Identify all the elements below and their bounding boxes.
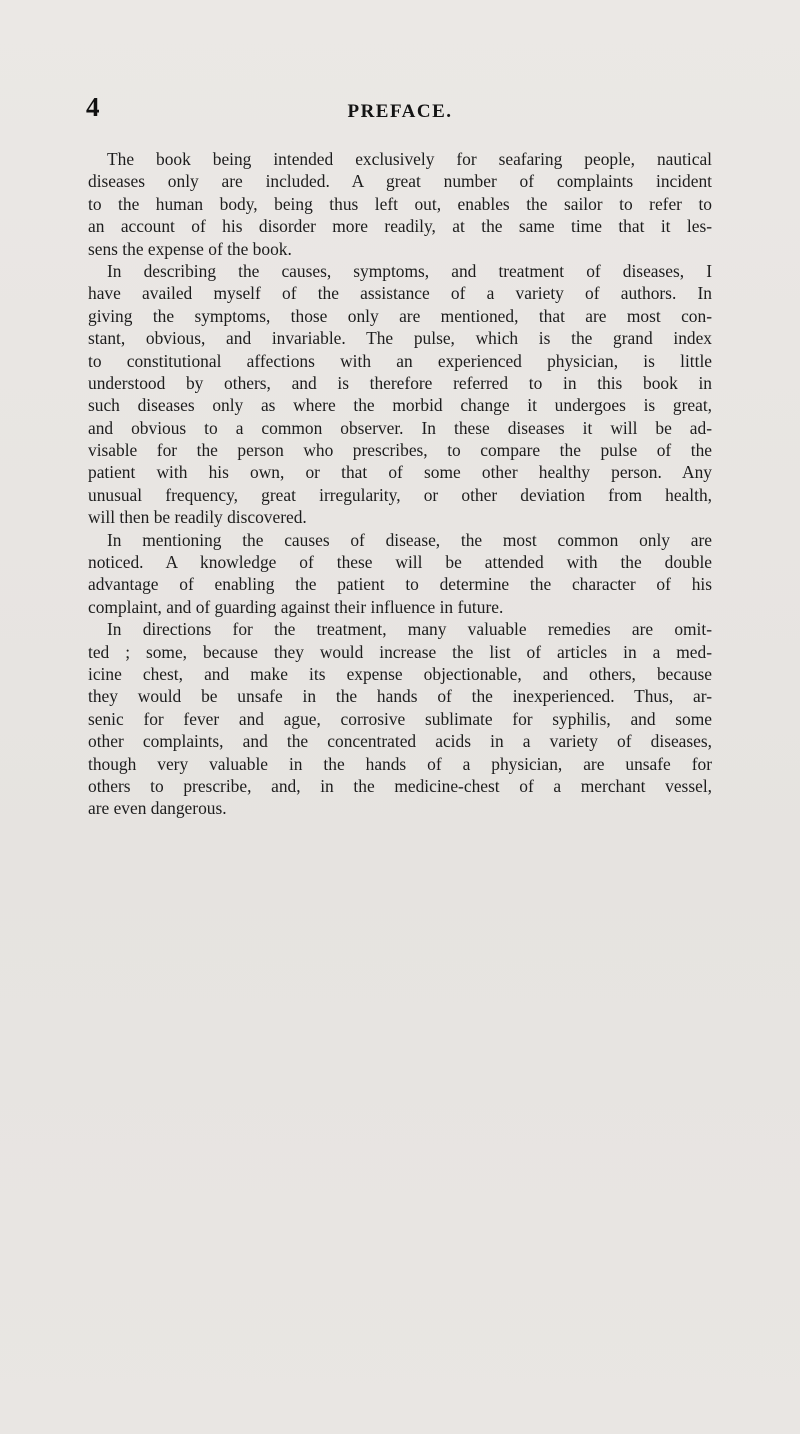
text-line: icine chest, and make its expense objectionable, and others, because bbox=[88, 663, 712, 684]
text-line: In describing the causes, symptoms, and treatment of diseases, I bbox=[107, 260, 712, 281]
text-line: to the human body, being thus left out, enables the sailor to refer to bbox=[88, 193, 712, 214]
text-line: they would be unsafe in the hands of the inexperienced. Thus, ar- bbox=[88, 686, 712, 707]
running-title: PREFACE. bbox=[347, 101, 453, 122]
text-line: stant, obvious, and invariable. The pulse, which is the grand index bbox=[88, 328, 712, 349]
text-line: have availed myself of the assistance of a variety of authors. In bbox=[88, 283, 712, 304]
text-line: an account of his disorder more readily, at the same time that it les- bbox=[88, 216, 712, 237]
text-line: are even dangerous. bbox=[88, 798, 227, 819]
text-line: The book being intended exclusively for seafaring people, nautical bbox=[107, 149, 712, 169]
page-number: 4 bbox=[86, 92, 100, 122]
text-line: others to prescribe, and, in the medicine-chest of a merchant vessel, bbox=[88, 775, 712, 796]
text-line: patient with his own, or that of some other healthy person. Any bbox=[88, 462, 712, 483]
text-line: complaint, and of guarding against their influence in future. bbox=[88, 596, 504, 617]
text-line: In directions for the treatment, many valuable remedies are omit- bbox=[107, 619, 712, 640]
text-line: other complaints, and the concentrated acids in a variety of diseases, bbox=[88, 731, 712, 752]
text-line: though very valuable in the hands of a physician, are unsafe for bbox=[88, 753, 712, 774]
text-line: ted ; some, because they would increase the list of articles in a med- bbox=[88, 641, 712, 662]
text-line: and obvious to a common observer. In these diseases it will be ad- bbox=[88, 417, 712, 438]
text-line: noticed. A knowledge of these will be attended with the double bbox=[88, 552, 712, 573]
text-line: diseases only are included. A great number of complaints incident bbox=[88, 171, 712, 192]
text-line: will then be readily discovered. bbox=[88, 507, 307, 528]
text-line: such diseases only as where the morbid change it undergoes is great, bbox=[88, 395, 712, 416]
text-line: unusual frequency, great irregularity, or other deviation from health, bbox=[88, 484, 712, 505]
text-line: advantage of enabling the patient to determine the character of his bbox=[88, 574, 712, 595]
text-line: giving the symptoms, those only are mentioned, that are most con- bbox=[88, 305, 712, 326]
text-line: In mentioning the causes of disease, the most common only are bbox=[107, 529, 712, 550]
text-line: to constitutional affections with an experienced physician, is little bbox=[88, 350, 712, 371]
text-line: visable for the person who prescribes, to compare the pulse of the bbox=[88, 440, 712, 461]
body-text bbox=[88, 148, 712, 820]
text-line: sens the expense of the book. bbox=[88, 238, 292, 259]
text-line: senic for fever and ague, corrosive sublimate for syphilis, and some bbox=[88, 708, 712, 729]
text-line: understood by others, and is therefore referred to in this book in bbox=[88, 372, 712, 393]
